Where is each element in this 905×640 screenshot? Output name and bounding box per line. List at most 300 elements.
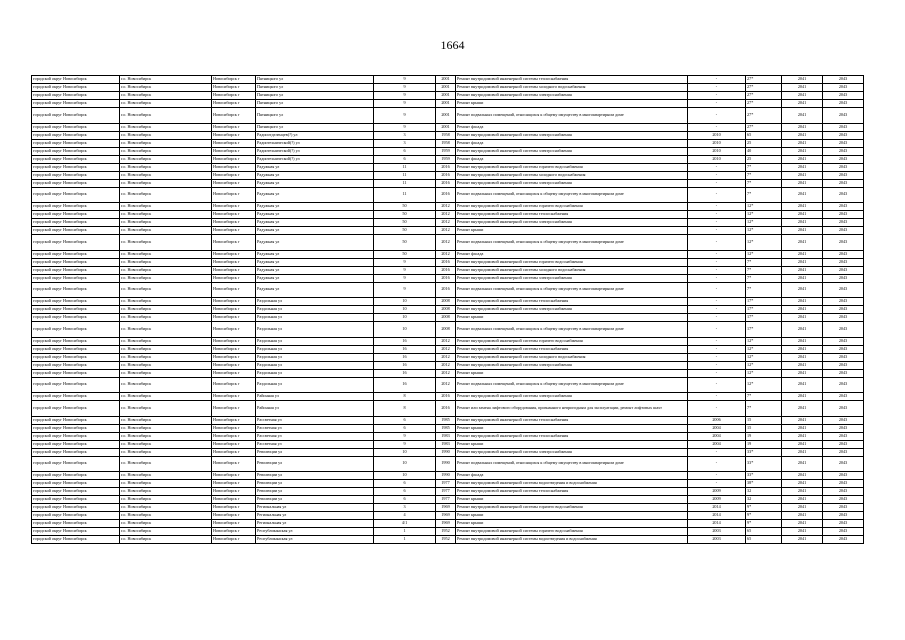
cell-last-repair-year: - [688,219,746,227]
cell-locality: Новосибирск г [212,131,256,139]
cell-plan-start: 2041 [782,322,823,338]
cell-street: Радужная ул [256,282,374,298]
cell-last-repair-year: 2014 [688,520,746,528]
cell-plan-end: 2043 [823,520,864,528]
cell-locality: Новосибирск г [212,250,256,258]
cell-plan-end: 2043 [823,250,864,258]
cell-municipal-district: городской округ Новосибирск [32,235,120,251]
cell-street: Районная ул [256,401,374,417]
cell-city-district: г.о. Новосибирск [120,432,212,440]
cell-house-number: 3 [374,131,436,139]
cell-wear: 33* [746,472,782,480]
cell-build-year: 1952 [436,528,456,536]
cell-plan-end: 2043 [823,536,864,544]
table-row [32,456,864,472]
cell-house-number: 50 [374,250,436,258]
cell-house-number: 50 [374,235,436,251]
cell-build-year: 2008 [436,298,456,306]
cell-last-repair-year: 2004 [688,440,746,448]
cell-work-type: Ремонт внутридомовой инженерной системы теплоснабжения [456,488,688,496]
cell-plan-start: 2041 [782,203,823,211]
cell-plan-end: 2043 [823,472,864,480]
cell-plan-start: 2041 [782,353,823,361]
cell-wear: 33* [746,448,782,456]
cell-street: Рассветная ул [256,424,374,432]
table-row [32,472,864,480]
cell-wear: 32 [746,496,782,504]
cell-wear: 12* [746,235,782,251]
table-row [32,496,864,504]
table-row [32,100,864,108]
cell-build-year: 2008 [436,322,456,338]
cell-wear: 17* [746,298,782,306]
cell-city-district: г.о. Новосибирск [120,100,212,108]
cell-last-repair-year: - [688,171,746,179]
cell-work-type: Ремонт внутридомовой инженерной системы горячего водоснабжения [456,203,688,211]
cell-city-district: г.о. Новосибирск [120,219,212,227]
table-row [32,258,864,266]
cell-house-number: 16 [374,361,436,369]
cell-build-year: 2001 [436,76,456,84]
cell-street: Радужная ул [256,163,374,171]
cell-plan-end: 2043 [823,163,864,171]
cell-locality: Новосибирск г [212,84,256,92]
table-row [32,512,864,520]
cell-city-district: г.о. Новосибирск [120,504,212,512]
cell-house-number: 10 [374,456,436,472]
cell-wear: 12* [746,377,782,393]
cell-wear: 9* [746,512,782,520]
cell-build-year: 2008 [436,314,456,322]
table-row [32,520,864,528]
cell-build-year: 1977 [436,480,456,488]
cell-last-repair-year: - [688,361,746,369]
cell-plan-end: 2043 [823,84,864,92]
cell-build-year: 2012 [436,250,456,258]
table-row [32,432,864,440]
cell-city-district: г.о. Новосибирск [120,298,212,306]
cell-work-type: Ремонт внутридомовой инженерной системы электроснабжения [456,448,688,456]
cell-city-district: г.о. Новосибирск [120,171,212,179]
cell-work-type: Ремонт крыши [456,520,688,528]
cell-plan-start: 2041 [782,282,823,298]
cell-locality: Новосибирск г [212,361,256,369]
cell-work-type: Ремонт внутридомовой инженерной системы теплоснабжения [456,416,688,424]
cell-plan-start: 2041 [782,227,823,235]
cell-locality: Новосибирск г [212,298,256,306]
cell-city-district: г.о. Новосибирск [120,528,212,536]
cell-last-repair-year: - [688,76,746,84]
table-row [32,235,864,251]
cell-plan-end: 2043 [823,219,864,227]
cell-municipal-district: городской округ Новосибирск [32,187,120,203]
cell-locality: Новосибирск г [212,377,256,393]
cell-locality: Новосибирск г [212,155,256,163]
cell-locality: Новосибирск г [212,92,256,100]
cell-build-year: 2001 [436,92,456,100]
cell-last-repair-year: - [688,203,746,211]
cell-build-year: 1958 [436,131,456,139]
cell-wear: 7* [746,282,782,298]
table-row [32,401,864,417]
table-row [32,266,864,274]
cell-wear: 7* [746,401,782,417]
table-row [32,337,864,345]
cell-street: Радиотехнической(?) ул [256,155,374,163]
cell-last-repair-year: - [688,393,746,401]
cell-municipal-district: городской округ Новосибирск [32,282,120,298]
cell-last-repair-year: - [688,187,746,203]
cell-street: Радужная ул [256,187,374,203]
cell-plan-start: 2041 [782,472,823,480]
cell-plan-start: 2041 [782,448,823,456]
cell-locality: Новосибирск г [212,456,256,472]
cell-work-type: Ремонт внутридомовой инженерной системы электроснабжения [456,274,688,282]
cell-build-year: 1983 [436,432,456,440]
cell-wear: 7* [746,171,782,179]
cell-plan-end: 2043 [823,512,864,520]
cell-city-district: г.о. Новосибирск [120,123,212,131]
cell-locality: Новосибирск г [212,179,256,187]
cell-last-repair-year: 2009 [688,488,746,496]
cell-street: Раздольная ул [256,314,374,322]
cell-plan-end: 2043 [823,282,864,298]
cell-plan-start: 2041 [782,456,823,472]
cell-city-district: г.о. Новосибирск [120,274,212,282]
cell-city-district: г.о. Новосибирск [120,227,212,235]
cell-work-type: Ремонт подвальных помещений, относящихся к общему имуществу в многоквартирном доме [456,456,688,472]
cell-plan-start: 2041 [782,108,823,124]
table-row [32,282,864,298]
table-row [32,424,864,432]
cell-work-type: Ремонт фасада [456,472,688,480]
cell-locality: Новосибирск г [212,528,256,536]
cell-house-number: 10 [374,472,436,480]
cell-city-district: г.о. Новосибирск [120,456,212,472]
cell-last-repair-year: - [688,314,746,322]
cell-house-number: 9 [374,440,436,448]
table-row [32,528,864,536]
cell-wear: 12* [746,361,782,369]
cell-house-number: 3 [374,139,436,147]
cell-municipal-district: городской округ Новосибирск [32,298,120,306]
cell-house-number: 9 [374,282,436,298]
cell-last-repair-year: - [688,274,746,282]
cell-build-year: 2012 [436,353,456,361]
cell-municipal-district: городской округ Новосибирск [32,227,120,235]
cell-city-district: г.о. Новосибирск [120,131,212,139]
cell-last-repair-year: - [688,282,746,298]
cell-build-year: 2016 [436,282,456,298]
cell-build-year: 2012 [436,369,456,377]
cell-work-type: Ремонт подвальных помещений, относящихся к общему имуществу в многоквартирном доме [456,377,688,393]
cell-city-district: г.о. Новосибирск [120,353,212,361]
cell-wear: 27* [746,92,782,100]
cell-build-year: 1969 [436,512,456,520]
cell-house-number: 8 [374,401,436,417]
cell-house-number: 16 [374,377,436,393]
cell-locality: Новосибирск г [212,480,256,488]
cell-house-number: 6 [374,480,436,488]
cell-house-number: 16 [374,369,436,377]
table-row [32,314,864,322]
cell-last-repair-year: 2009 [688,496,746,504]
cell-city-district: г.о. Новосибирск [120,282,212,298]
cell-house-number: 50 [374,203,436,211]
cell-wear: 12* [746,369,782,377]
cell-build-year: 2012 [436,203,456,211]
cell-street: Радужная ул [256,235,374,251]
cell-work-type: Ремонт внутридомовой инженерной системы электроснабжения [456,361,688,369]
cell-locality: Новосибирск г [212,163,256,171]
cell-plan-end: 2043 [823,393,864,401]
cell-build-year: 2016 [436,393,456,401]
cell-street: Раздольная ул [256,361,374,369]
cell-locality: Новосибирск г [212,187,256,203]
cell-plan-start: 2041 [782,504,823,512]
cell-plan-start: 2041 [782,147,823,155]
repair-schedule-table [31,75,864,544]
cell-plan-end: 2043 [823,100,864,108]
cell-plan-end: 2043 [823,424,864,432]
cell-locality: Новосибирск г [212,147,256,155]
cell-work-type: Ремонт подвальных помещений, относящихся к общему имуществу в многоквартирном доме [456,282,688,298]
cell-locality: Новосибирск г [212,108,256,124]
cell-plan-start: 2041 [782,100,823,108]
cell-work-type: Ремонт внутридомовой инженерной системы горячего водоснабжения [456,337,688,345]
cell-wear: 12* [746,353,782,361]
cell-locality: Новосибирск г [212,266,256,274]
cell-plan-end: 2043 [823,448,864,456]
table-row [32,123,864,131]
cell-house-number: 9 [374,266,436,274]
cell-build-year: 2016 [436,179,456,187]
cell-build-year: 1969 [436,520,456,528]
cell-plan-start: 2041 [782,84,823,92]
cell-last-repair-year: 2010 [688,147,746,155]
cell-city-district: г.о. Новосибирск [120,488,212,496]
table-row [32,227,864,235]
cell-city-district: г.о. Новосибирск [120,235,212,251]
table-row [32,250,864,258]
cell-plan-start: 2041 [782,298,823,306]
cell-municipal-district: городской округ Новосибирск [32,512,120,520]
cell-wear: 19 [746,432,782,440]
cell-street: Рассветная ул [256,432,374,440]
cell-work-type: Ремонт внутридомовой инженерной системы горячего водоснабжения [456,163,688,171]
cell-street: Пятницкого ул [256,76,374,84]
cell-last-repair-year: - [688,84,746,92]
cell-wear: 33* [746,456,782,472]
cell-last-repair-year: - [688,480,746,488]
cell-municipal-district: городской округ Новосибирск [32,179,120,187]
cell-street: Революции ул [256,456,374,472]
table-row [32,92,864,100]
cell-last-repair-year: 2014 [688,504,746,512]
cell-last-repair-year: - [688,100,746,108]
cell-last-repair-year: - [688,377,746,393]
cell-house-number: 9 [374,123,436,131]
cell-last-repair-year: - [688,163,746,171]
cell-plan-end: 2043 [823,314,864,322]
cell-last-repair-year: - [688,456,746,472]
table-row [32,84,864,92]
cell-plan-end: 2043 [823,203,864,211]
cell-house-number: 3 [374,504,436,512]
cell-locality: Новосибирск г [212,258,256,266]
cell-house-number: 9 [374,108,436,124]
cell-municipal-district: городской округ Новосибирск [32,322,120,338]
cell-street: Рассветная ул [256,416,374,424]
cell-build-year: 1952 [436,536,456,544]
cell-street: Радужная ул [256,171,374,179]
cell-house-number: 9 [374,92,436,100]
cell-last-repair-year: - [688,322,746,338]
cell-last-repair-year: - [688,345,746,353]
cell-street: Республиканская ул [256,528,374,536]
cell-street: Пятницкого ул [256,84,374,92]
cell-build-year: 1990 [436,472,456,480]
cell-city-district: г.о. Новосибирск [120,155,212,163]
table-row [32,298,864,306]
cell-build-year: 1959 [436,155,456,163]
cell-house-number: 6 [374,488,436,496]
cell-plan-start: 2041 [782,274,823,282]
cell-last-repair-year: 2003 [688,536,746,544]
cell-wear: 17* [746,306,782,314]
cell-build-year: 2001 [436,123,456,131]
cell-build-year: 2012 [436,361,456,369]
cell-work-type: Ремонт внутридомовой инженерной системы электроснабжения [456,393,688,401]
cell-street: Рассветная ул [256,440,374,448]
cell-municipal-district: городской округ Новосибирск [32,203,120,211]
cell-plan-start: 2041 [782,250,823,258]
table-row [32,440,864,448]
cell-plan-start: 2041 [782,211,823,219]
cell-work-type: Ремонт фасада [456,139,688,147]
cell-plan-start: 2041 [782,92,823,100]
cell-municipal-district: городской округ Новосибирск [32,171,120,179]
cell-wear: 7* [746,163,782,171]
cell-municipal-district: городской округ Новосибирск [32,219,120,227]
cell-street: Раздольная ул [256,345,374,353]
cell-plan-end: 2043 [823,211,864,219]
cell-street: Региональная ул [256,512,374,520]
cell-house-number: 10 [374,314,436,322]
cell-plan-start: 2041 [782,314,823,322]
cell-work-type: Ремонт внутридомовой инженерной системы водоотведения и водоснабжения [456,480,688,488]
table-row [32,179,864,187]
cell-municipal-district: городской округ Новосибирск [32,432,120,440]
cell-build-year: 1958 [436,139,456,147]
cell-last-repair-year: - [688,337,746,345]
cell-plan-end: 2043 [823,440,864,448]
cell-last-repair-year: 2010 [688,155,746,163]
cell-municipal-district: городской округ Новосибирск [32,123,120,131]
cell-last-repair-year: - [688,266,746,274]
cell-street: Раздольная ул [256,377,374,393]
cell-municipal-district: городской округ Новосибирск [32,353,120,361]
cell-city-district: г.о. Новосибирск [120,322,212,338]
cell-locality: Новосибирск г [212,322,256,338]
cell-plan-start: 2041 [782,401,823,417]
table-row [32,488,864,496]
cell-work-type: Ремонт внутридомовой инженерной системы электроснабжения [456,131,688,139]
cell-plan-end: 2043 [823,456,864,472]
cell-plan-end: 2043 [823,306,864,314]
cell-work-type: Ремонт внутридомовой инженерной системы электроснабжения [456,92,688,100]
cell-plan-start: 2041 [782,480,823,488]
cell-build-year: 2008 [436,306,456,314]
cell-street: Пятницкого ул [256,123,374,131]
cell-city-district: г.о. Новосибирск [120,440,212,448]
cell-last-repair-year: - [688,306,746,314]
cell-street: Региональная ул [256,504,374,512]
cell-street: Радужная ул [256,266,374,274]
cell-municipal-district: городской округ Новосибирск [32,440,120,448]
cell-house-number: 6 [374,496,436,504]
cell-wear: 12* [746,227,782,235]
cell-plan-start: 2041 [782,432,823,440]
cell-build-year: 1983 [436,440,456,448]
cell-work-type: Ремонт крыши [456,512,688,520]
cell-work-type: Ремонт внутридомовой инженерной системы холодного водоснабжения [456,171,688,179]
cell-city-district: г.о. Новосибирск [120,76,212,84]
cell-municipal-district: городской округ Новосибирск [32,393,120,401]
table-row [32,108,864,124]
cell-street: Радужная ул [256,250,374,258]
cell-house-number: 9 [374,432,436,440]
cell-plan-end: 2043 [823,401,864,417]
cell-street: Революции ул [256,480,374,488]
cell-plan-end: 2043 [823,496,864,504]
cell-house-number: 16 [374,337,436,345]
table-body [32,76,864,544]
cell-city-district: г.о. Новосибирск [120,250,212,258]
cell-last-repair-year: 2010 [688,139,746,147]
cell-street: Радужная ул [256,219,374,227]
cell-wear: 15 [746,424,782,432]
cell-city-district: г.о. Новосибирск [120,512,212,520]
cell-plan-start: 2041 [782,187,823,203]
cell-municipal-district: городской округ Новосибирск [32,108,120,124]
cell-last-repair-year: - [688,92,746,100]
cell-plan-end: 2043 [823,274,864,282]
cell-locality: Новосибирск г [212,100,256,108]
cell-locality: Новосибирск г [212,76,256,84]
cell-work-type: Ремонт внутридомовой инженерной системы холодного водоснабжения [456,84,688,92]
cell-plan-start: 2041 [782,361,823,369]
cell-wear: 17* [746,314,782,322]
cell-last-repair-year: - [688,448,746,456]
cell-plan-start: 2041 [782,440,823,448]
cell-plan-end: 2043 [823,227,864,235]
cell-locality: Новосибирск г [212,227,256,235]
cell-street: Радужная ул [256,211,374,219]
cell-street: Раздольная ул [256,337,374,345]
cell-plan-end: 2043 [823,416,864,424]
cell-work-type: Ремонт внутридомовой инженерной системы теплоснабжения [456,432,688,440]
cell-last-repair-year: 2004 [688,432,746,440]
cell-wear: 27* [746,84,782,92]
cell-street: Радужная ул [256,179,374,187]
cell-plan-start: 2041 [782,496,823,504]
table-row [32,306,864,314]
cell-locality: Новосибирск г [212,536,256,544]
cell-city-district: г.о. Новосибирск [120,92,212,100]
cell-plan-start: 2041 [782,520,823,528]
cell-build-year: 2012 [436,219,456,227]
